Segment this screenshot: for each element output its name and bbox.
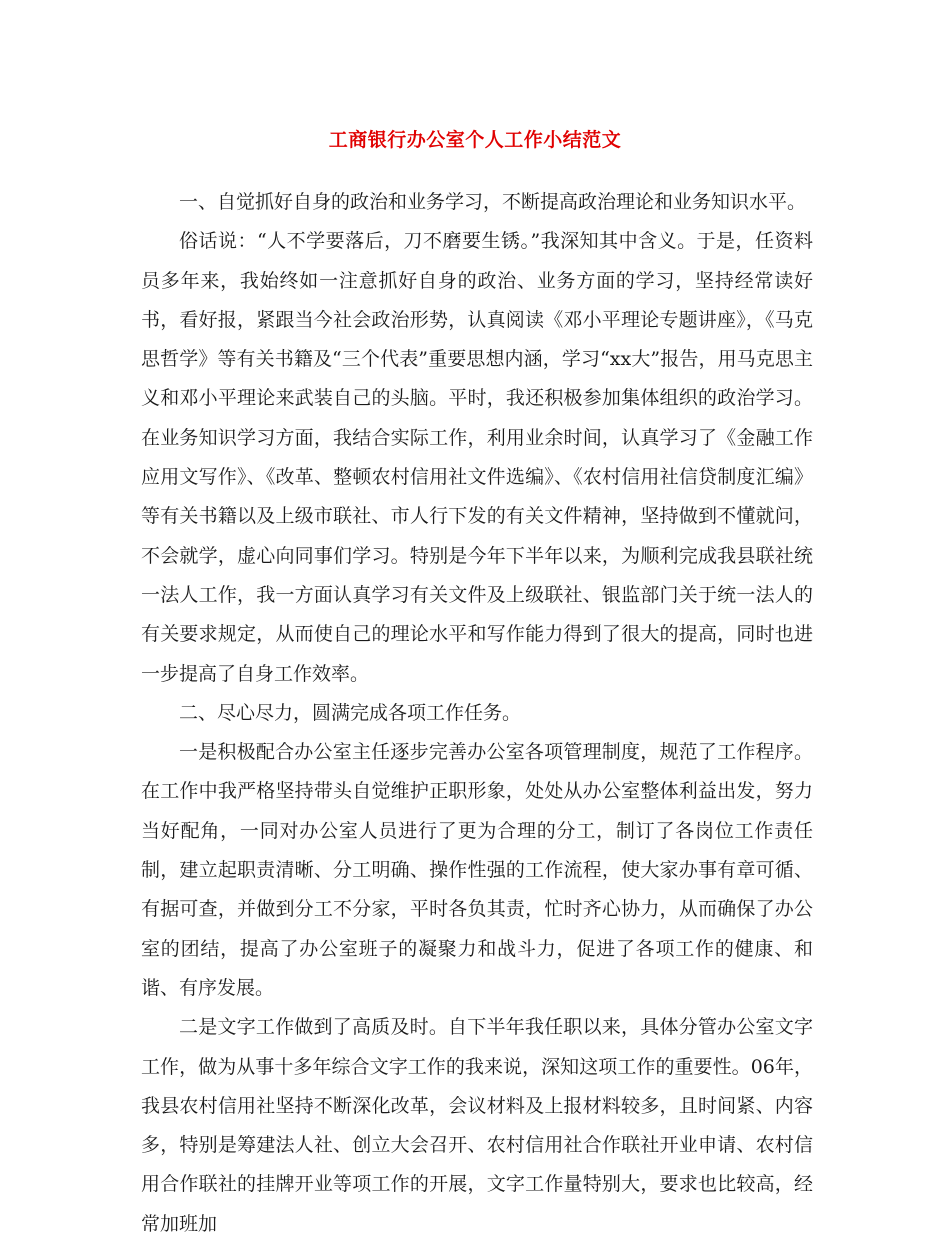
document-body (141, 183, 813, 1244)
paragraph-management: 一是积极配合办公室主任逐步完善办公室各项管理制度，规范了工作程序。在工作中我严格坚持带头自觉维护正职形象，处处从办公室整体利益出发，努力当好配角，一同对办公室人员进行了更为合理的分工，制订了各岗位工作责任制，建立起职责清晰、分工明确、操作性强的工作流程，使大家办事有章可循、有据可查，并做到分工不分家，平时各负其责，忙时齐心协力，从而确保了办公室的团结，提高了办公室班子的凝聚力和战斗力，促进了各项工作的健康、和谐、有序发展。 (141, 741, 813, 999)
heading-section-one: 一、自觉抓好自身的政治和业务学习，不断提高政治理论和业务知识水平。 (179, 191, 807, 213)
heading-section-two: 二、尽心尽力，圆满完成各项工作任务。 (179, 701, 522, 724)
document-title: 工商银行办公室个人工作小结范文 (328, 129, 622, 151)
paragraph-writing-work: 二是文字工作做到了高质及时。自下半年我任职以来，具体分管办公室文字工作，做为从事十多年综合文字工作的我来说，深知这项工作的重要性。06年，我县农村信用社坚持不断深化改革，会议材料及上报材料较多，且时间紧、内容多，特别是筹建法人社、创立大会召开、农村信用社合作联社开业申请、农村信用合作联社的挂牌开业等项工作的开展，文字工作量特别大，要求也比较高，经常加班加 (141, 1016, 813, 1235)
paragraph-study: 俗话说：“人不学要落后，刀不磨要生锈。”我深知其中含义。于是，任资料员多年来，我始终如一注意抓好自身的政治、业务方面的学习，坚持经常读好书，看好报，紧跟当今社会政治形势，认真阅读《邓小平理论专题讲座》，《马克思哲学》等有关书籍及“三个代表”重要思想内涵，学习“xx大”报告，用马克思主义和邓小平理论来武装自己的头脑。平时，我还积极参加集体组织的政治学习。在业务知识学习方面，我结合实际工作，利用业余时间，认真学习了《金融工作应用文写作》、《改革、整顿农村信用社文件选编》、《农村信用社信贷制度汇编》等有关书籍以及上级市联社、市人行下发的有关文件精神，坚持做到不懂就问，不会就学，虚心向同事们学习。特别是今年下半年以来，为顺利完成我县联社统一法人工作，我一方面认真学习有关文件及上级联社、银监部门关于统一法人的有关要求规定，从而使自己的理论水平和写作能力得到了很大的提高，同时也进一步提高了自身工作效率。 (141, 230, 813, 685)
